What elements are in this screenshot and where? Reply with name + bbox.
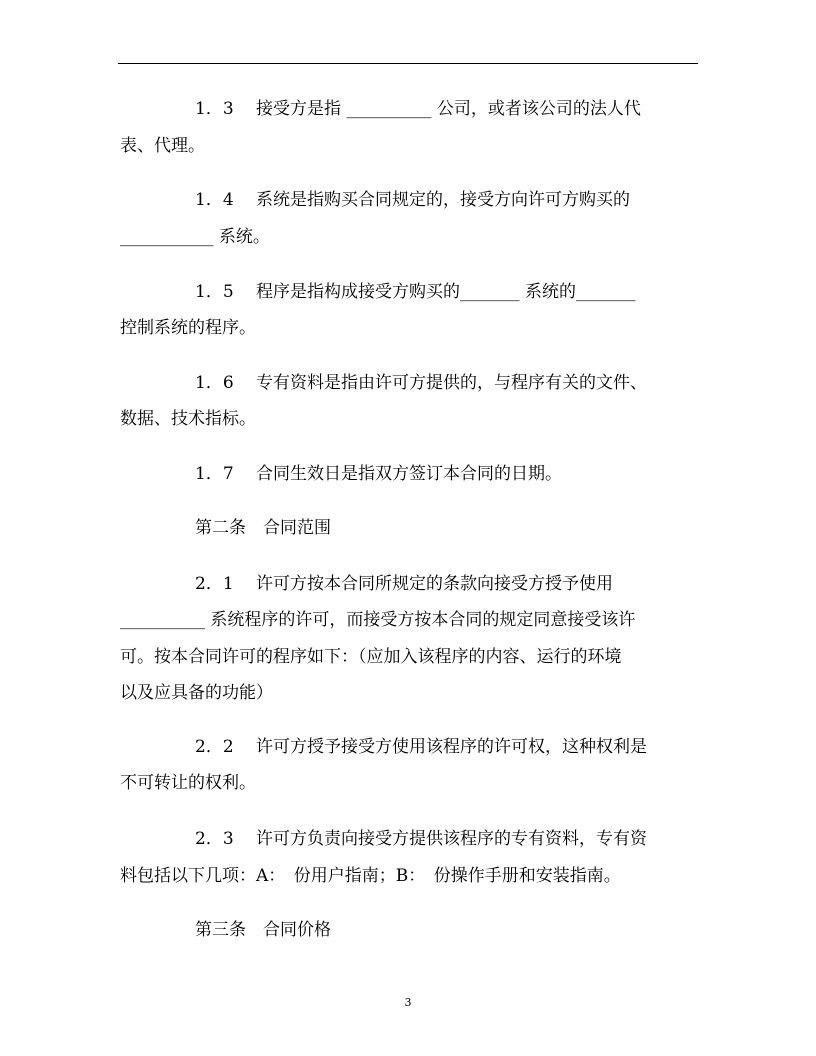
- clause-1-5-line-1: 1．5 程序是指构成接受方购买的_______ 系统的_______: [195, 282, 636, 302]
- clause-1-5-line-2: 控制系统的程序。: [120, 318, 256, 338]
- clause-2-3-line-1: 2．3 许可方负责向接受方提供该程序的专有资料，专有资: [195, 829, 648, 849]
- clause-2-2-line-1: 2．2 许可方授予接受方使用该程序的许可权，这种权利是: [195, 737, 648, 757]
- header-rule: [118, 63, 698, 64]
- clause-1-6-line-1: 1．6 专有资料是指由许可方提供的，与程序有关的文件、: [195, 373, 648, 393]
- clause-1-7-line-1: 1．7 合同生效日是指双方签订本合同的日期。: [195, 464, 563, 484]
- clause-1-4-line-1: 1．4 系统是指购买合同规定的，接受方向许可方购买的: [195, 190, 631, 210]
- clause-1-6-line-2: 数据、技术指标。: [120, 409, 256, 429]
- page-number: 3: [404, 996, 412, 1009]
- clause-2-1-line-1: 2．1 许可方按本合同所规定的条款向接受方授予使用: [195, 574, 614, 594]
- clause-1-3-line-2: 表、代理。: [120, 136, 205, 156]
- clause-2-2-line-2: 不可转让的权利。: [120, 773, 256, 793]
- clause-1-3-line-1: 1．3 接受方是指 __________ 公司，或者该公司的法人代: [195, 99, 641, 119]
- clause-2-3-line-2: 料包括以下几项：A： 份用户指南；B： 份操作手册和安装指南。: [120, 866, 621, 886]
- clause-2-1-line-3: 可。按本合同许可的程序如下：（应加入该程序的内容、运行的环境: [120, 647, 622, 667]
- article-2-heading: 第二条 合同范围: [195, 518, 331, 538]
- clause-2-1-line-2: __________ 系统程序的许可，而接受方按本合同的规定同意接受该许: [120, 610, 636, 630]
- clause-1-4-line-2: ___________ 系统。: [120, 227, 270, 247]
- clause-2-1-line-4: 以及应具备的功能）: [120, 683, 273, 703]
- article-3-heading: 第三条 合同价格: [195, 920, 331, 940]
